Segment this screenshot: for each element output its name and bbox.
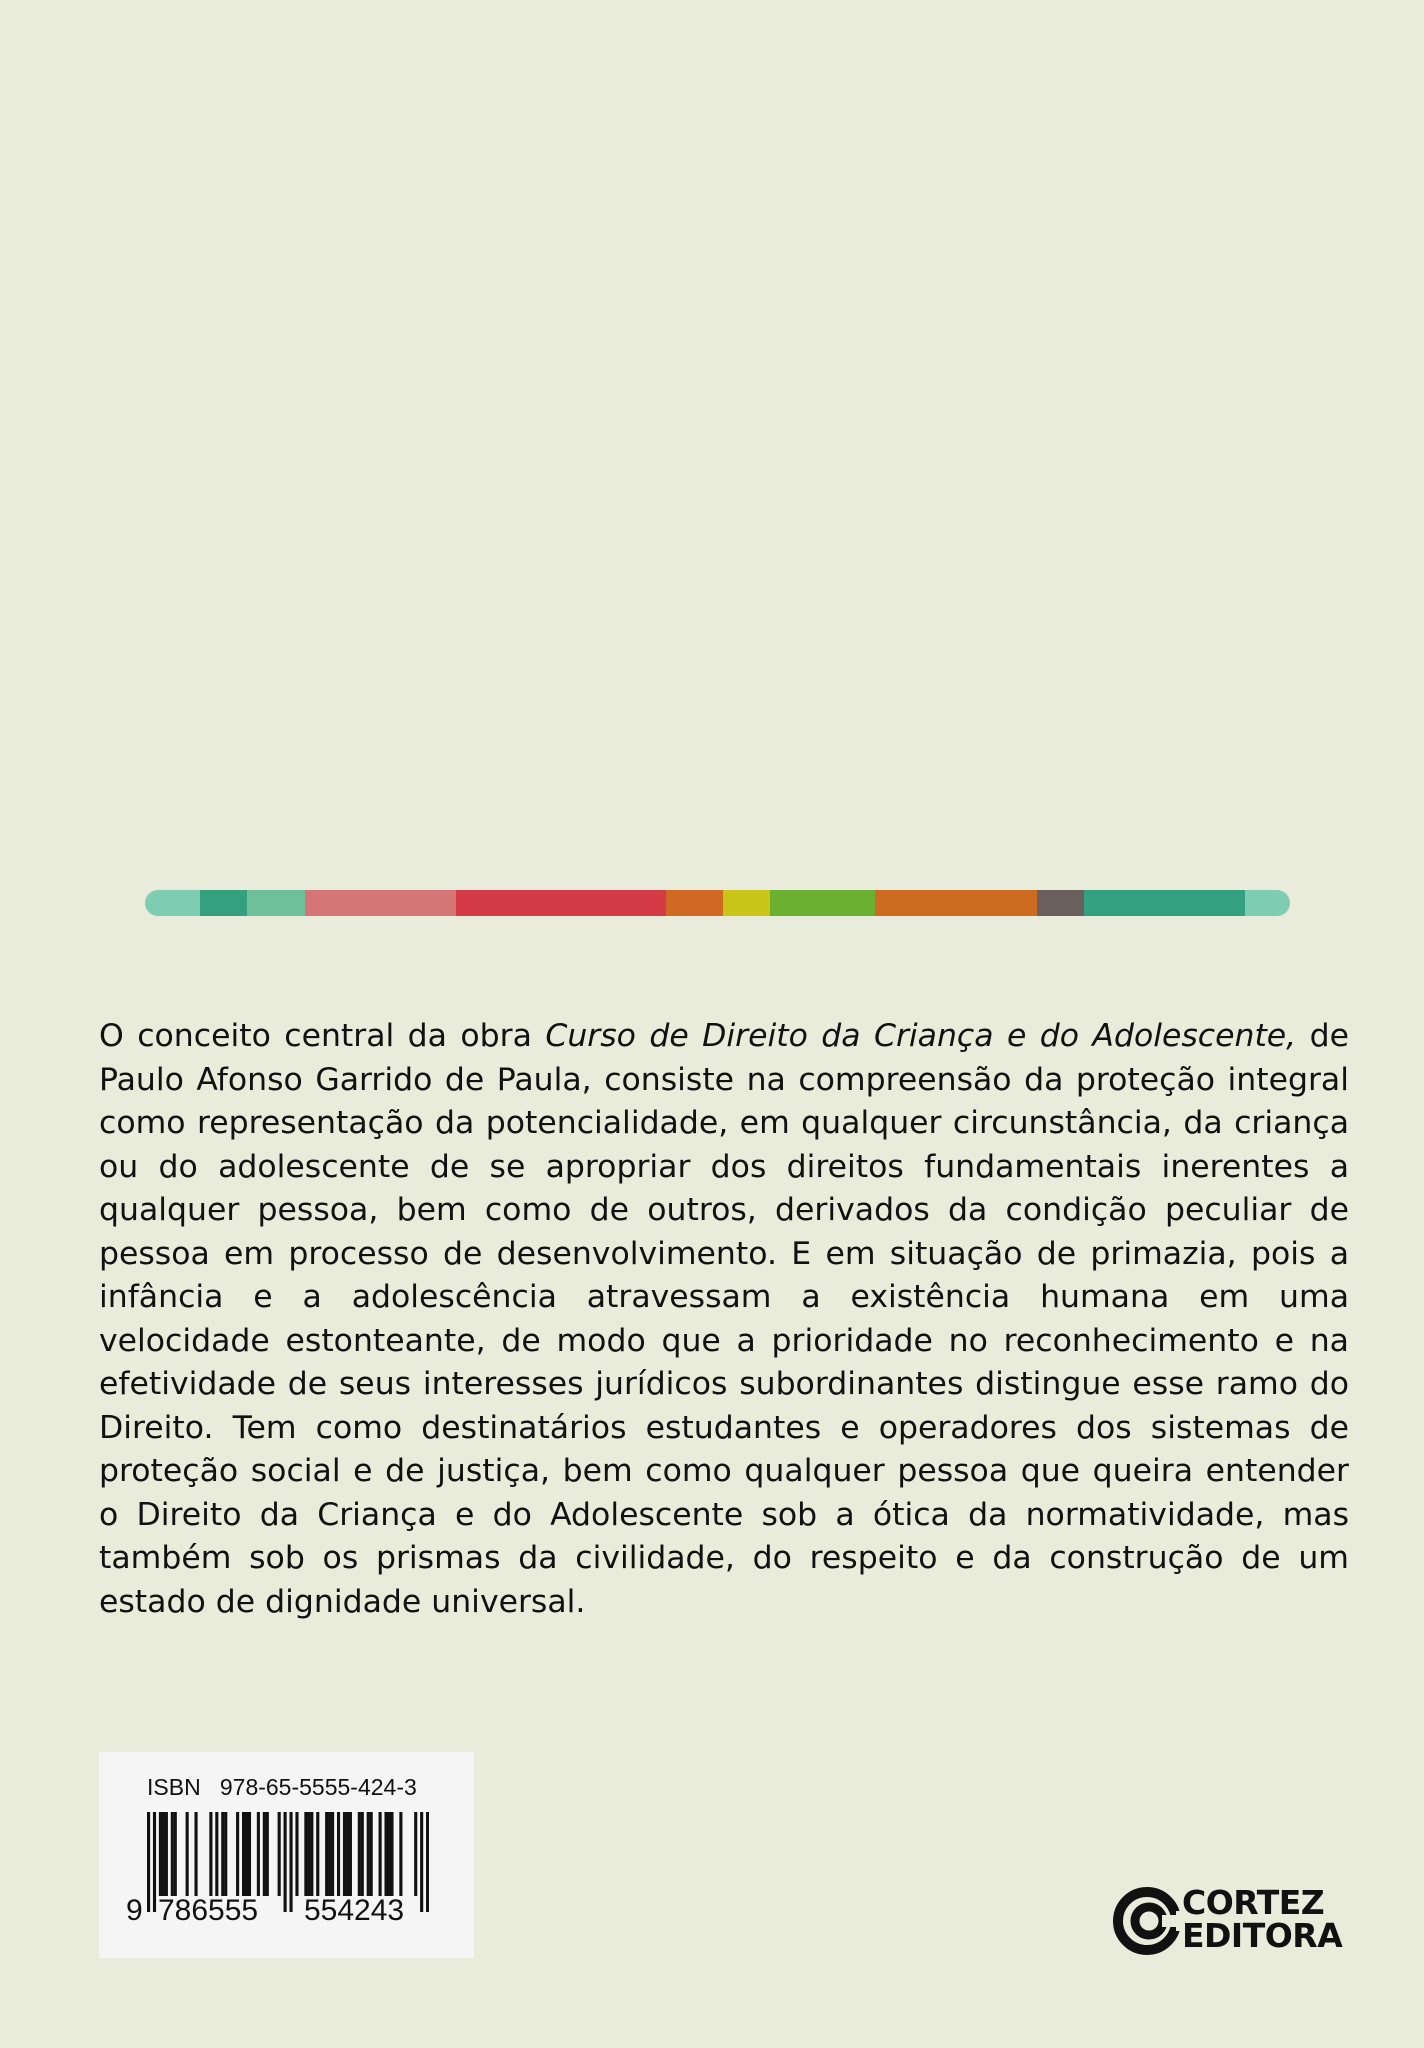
barcode-bar [162,1812,165,1896]
isbn-line [147,1774,417,1801]
isbn-label: ISBN [147,1774,201,1800]
stripe-segment [723,890,770,916]
barcode-bar [370,1812,373,1896]
stripe-segment [1245,890,1290,916]
barcode-bar [153,1812,156,1912]
barcode-bar [278,1812,281,1896]
stripe-segment [200,890,247,916]
barcode-bar [186,1812,189,1896]
barcode-bar [174,1812,177,1896]
barcode-bar [257,1812,260,1896]
publisher-emblem-icon [1112,1886,1182,1956]
isbn-barcode-block [99,1752,474,1958]
barcode-bar [224,1812,227,1896]
barcode-bar [194,1812,197,1896]
barcode-bar [399,1812,402,1896]
barcode-bar [284,1812,287,1912]
barcode-bar [159,1812,162,1896]
back-cover-blurb [99,1015,1349,1624]
barcode-bar [358,1812,361,1896]
barcode-bar [263,1812,266,1896]
barcode-bar [248,1812,251,1896]
barcode-bar [310,1812,313,1896]
barcode-digits-left: 786555 [158,1894,259,1927]
barcode-bar [307,1812,310,1896]
barcode-bar [304,1812,307,1896]
barcode-bar [390,1812,393,1896]
barcode-bar [316,1812,319,1896]
barcode-bar [414,1812,417,1896]
barcode-bar [236,1812,239,1896]
barcode-bar [367,1812,370,1896]
barcode-bar [245,1812,248,1896]
stripe-segment [456,890,666,916]
stripe-segment [875,890,1037,916]
stripe-segment [145,890,200,916]
publisher-name-line2: EDITORA [1182,1916,1343,1955]
barcode-bar [361,1812,364,1896]
barcode-bar [147,1812,150,1912]
barcode-bar [349,1812,352,1896]
barcode-digit-lead: 9 [126,1894,143,1927]
stripe-segment [305,890,456,916]
barcode-bar [379,1812,382,1896]
barcode-bar [289,1812,292,1912]
barcode-bar [343,1812,346,1896]
barcode-bar [328,1812,331,1896]
barcode-bar [346,1812,349,1896]
barcode-bar [266,1812,269,1896]
barcode-digits-right: 554243 [304,1894,405,1927]
book-title: Curso de Direito da Criança e do Adolescente, [545,1018,1297,1054]
barcode-bar [331,1812,334,1896]
publisher-name-line1: CORTEZ [1182,1883,1325,1922]
barcode-bar [221,1812,224,1896]
barcode-bar [420,1812,423,1912]
isbn-number: 978-65-5555-424-3 [219,1774,417,1800]
color-stripe [145,890,1290,916]
barcode-bar [387,1812,390,1896]
barcode-bar [209,1812,212,1896]
stripe-segment [770,890,875,916]
stripe-segment [1084,890,1245,916]
barcode-bar [165,1812,168,1896]
barcode-bar [295,1812,298,1896]
barcode-bar [242,1812,245,1896]
blurb-intro: O conceito central da obra [99,1018,546,1054]
stripe-segment [247,890,305,916]
barcode-bar [171,1812,174,1896]
barcode-bar [215,1812,218,1896]
barcode-bar [384,1812,387,1896]
barcode-bar [337,1812,340,1896]
stripe-segment [1037,890,1084,916]
blurb-body: de Paulo Afonso Garrido de Paula, consiste na compreensão da proteção integral como representação da potencialidade, em qualquer circunstância, da criança ou do adolescente de se apropriar dos direitos fundamentais inerentes a qualquer pessoa, bem como de outros, derivados da condição peculiar de pessoa em processo de desenvolvimento. E em situação de primazia, pois a infância e a adolescência atravessam a existência humana em uma velocidade estonteante, de modo que a prioridade no reconhecimento e na efetividade de seus interesses jurídicos subordinantes distingue esse ramo do Direito. Tem como destinatários estudantes e operadores dos sistemas de proteção social e de justiça, bem como qualquer pessoa que queira entender o Direito da Criança e do Adolescente sob a ótica da normatividade, mas também sob os prismas da civilidade, do respeito e da construção de um estado de dignidade universal. [99,1018,1349,1620]
stripe-segment [666,890,723,916]
barcode-bar [325,1812,328,1896]
barcode-bar [426,1812,429,1912]
